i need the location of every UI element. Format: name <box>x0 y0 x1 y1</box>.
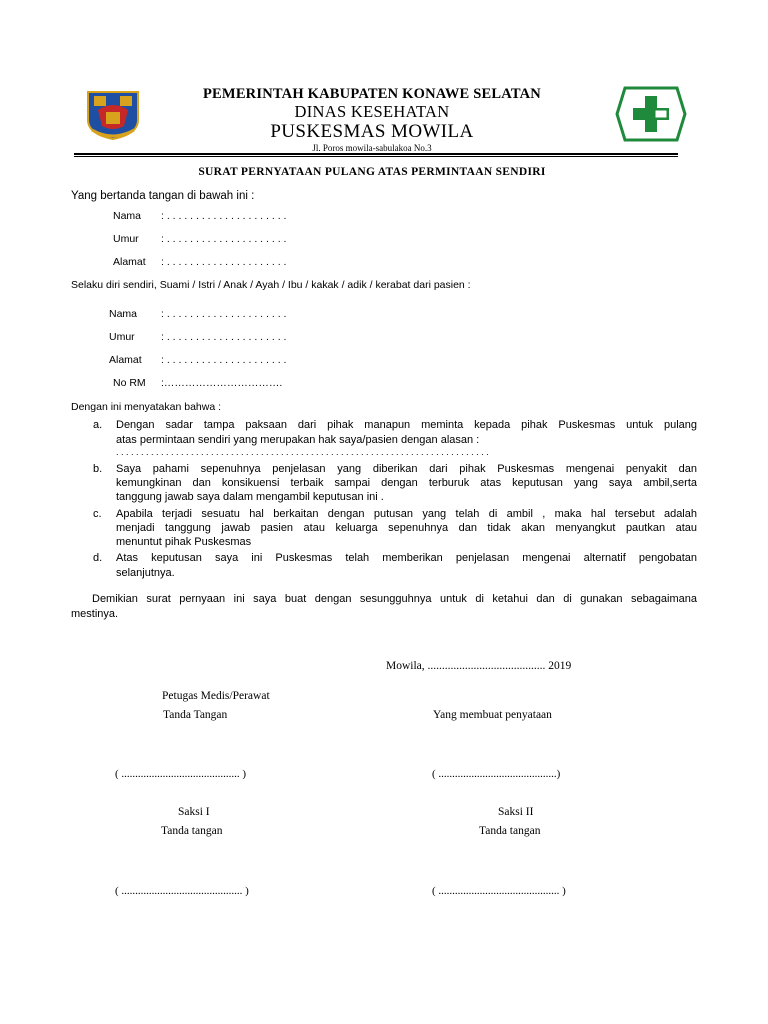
witness-2-name-blank: ( ............................................ ) <box>432 885 566 897</box>
signer-name-value: : . . . . . . . . . . . . . . . . . . . . . <box>161 210 287 222</box>
item-c-marker: c. <box>93 508 102 520</box>
item-b-line-2: kemungkinan dan konsikuensi terbaik sampai dengan terburuk atas keputusan yang saya ambil,serta <box>116 477 697 489</box>
intro-text: Yang bertanda tangan di bawah ini : <box>71 190 255 202</box>
signer-address-label: Alamat <box>113 256 146 268</box>
header-divider <box>74 153 678 155</box>
patient-record-label: No RM <box>113 377 146 389</box>
signer-name-label: Nama <box>113 210 142 222</box>
patient-address-value: : . . . . . . . . . . . . . . . . . . . . . <box>161 354 287 366</box>
item-c-line-3: menuntut pihak Puskesmas <box>116 536 252 548</box>
witness-1-name-blank: ( ............................................ ) <box>115 885 249 897</box>
item-d-line-2: selanjutnya. <box>116 567 175 579</box>
signer-age-value: : . . . . . . . . . . . . . . . . . . . . . <box>161 233 287 245</box>
place-date: Mowila, ......................................... 2019 <box>386 660 572 672</box>
department-heading: DINAS KESEHATAN <box>294 102 450 121</box>
closing-line-1: Demikian surat pernyaan ini saya buat dengan sesungguhnya untuk di ketahui dan di gunakan sebagaimana <box>92 593 697 605</box>
item-d-marker: d. <box>93 552 103 564</box>
patient-address-label: Alamat <box>109 354 142 366</box>
item-a-line-2: atas permintaan sendiri yang merupakan hak saya/pasien dengan alasan : <box>116 434 480 446</box>
officer-name-blank: ( ........................................... ) <box>115 768 247 780</box>
witness-1-title: Saksi I <box>178 806 210 818</box>
item-d-line-1: Atas keputusan saya ini Puskesmas telah memberikan penjelasan mengenai alternatif pengobatan <box>116 552 697 564</box>
patient-record-value: :……………………………. <box>161 377 283 389</box>
address: Jl. Poros mowila-sabulakoa No.3 <box>312 143 432 153</box>
item-a-line-1: Dengan sadar tampa paksaan dari pihak manapun meminta kepada pihak Puskesmas untuk pulang <box>116 419 697 431</box>
officer-role: Petugas Medis/Perawat <box>162 690 270 702</box>
patient-age-value: : . . . . . . . . . . . . . . . . . . . . . <box>161 331 287 343</box>
puskesmas-heading: PUSKESMAS MOWILA <box>270 121 474 142</box>
item-b-line-3: tanggung jawab saya dalam mengambil keputusan ini . <box>116 491 384 503</box>
witness-2-signature-label: Tanda tangan <box>479 825 541 837</box>
declarant-name-blank: ( ...........................................) <box>432 768 561 780</box>
officer-signature-label: Tanda Tangan <box>163 709 228 721</box>
witness-1-signature-label: Tanda tangan <box>161 825 223 837</box>
signer-address-value: : . . . . . . . . . . . . . . . . . . . . . <box>161 256 287 268</box>
patient-name-value: : . . . . . . . . . . . . . . . . . . . . . <box>161 308 287 320</box>
document-title: SURAT PERNYATAAN PULANG ATAS PERMINTAAN SENDIRI <box>198 166 546 178</box>
item-b-line-1: Saya pahami sepenuhnya penjelasan yang diberikan dari pihak Puskesmas mengenai penyakit dan <box>116 463 697 475</box>
item-a-marker: a. <box>93 419 103 431</box>
item-a-reason-dots: . . . . . . . . . . . . . . . . . . . . . . . . . . . . . . . . . . . . . . . . . . . . . . . . . . . . . . . . . . . . . . . . . . . . . . . . . . . <box>116 447 489 457</box>
closing-line-2: mestinya. <box>71 608 119 620</box>
government-heading: PEMERINTAH KABUPATEN KONAWE SELATAN <box>203 86 541 102</box>
header-divider-thin <box>74 156 678 157</box>
declarant-signature-label: Yang membuat penyataan <box>433 709 552 721</box>
item-b-marker: b. <box>93 463 103 475</box>
statement-intro: Dengan ini menyatakan bahwa : <box>71 401 222 413</box>
signer-age-label: Umur <box>113 233 139 245</box>
witness-2-title: Saksi II <box>498 806 534 818</box>
relation-text: Selaku diri sendiri, Suami / Istri / Anak / Ayah / Ibu / kakak / adik / kerabat dari pasien : <box>71 279 471 291</box>
patient-name-label: Nama <box>109 308 138 320</box>
item-c-line-1: Apabila terjadi sesuatu hal berkaitan dengan putusan yang telah di ambil , maka hal tersebut adalah <box>116 508 697 520</box>
patient-age-label: Umur <box>109 331 135 343</box>
item-c-line-2: menjadi tanggung jawab pasien atau keluarga sepenuhnya dan tidak akan menyangkut pautkan atau <box>116 522 697 534</box>
